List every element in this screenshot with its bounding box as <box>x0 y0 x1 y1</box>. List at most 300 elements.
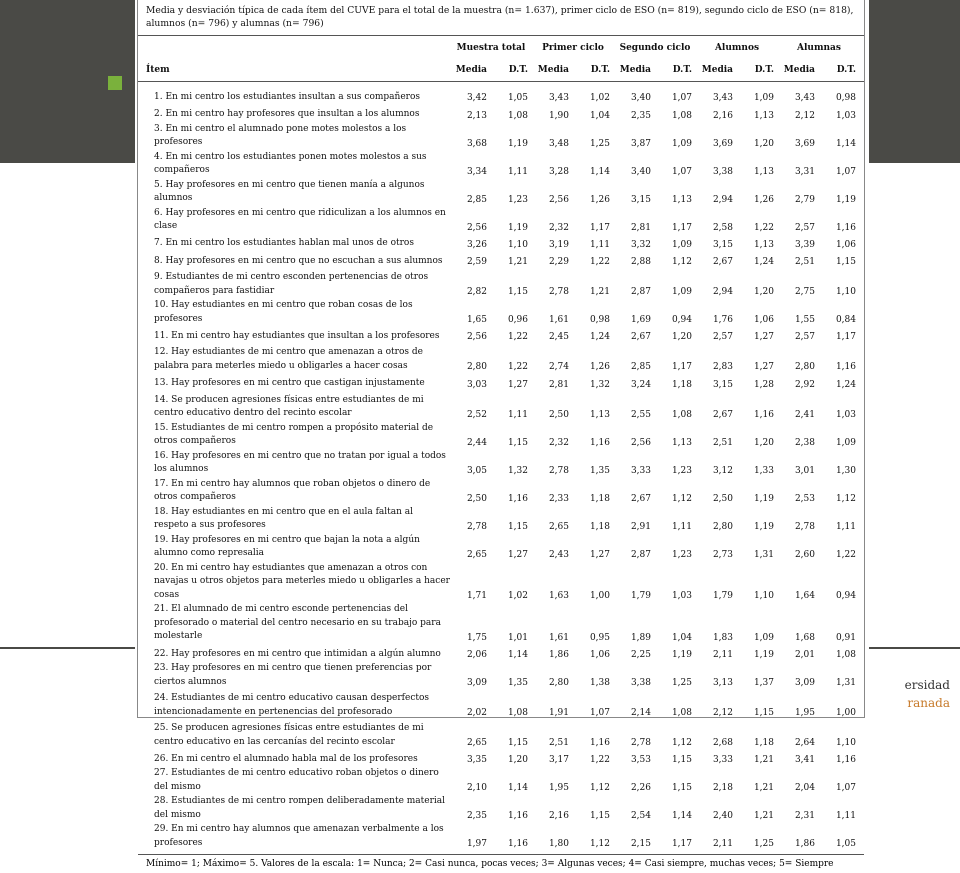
dt-value: 1,16 <box>589 738 610 749</box>
media-value: 2,32 <box>548 437 569 448</box>
dt-value: 1,19 <box>753 650 774 661</box>
dt-value: 1,15 <box>671 755 692 766</box>
item-text: 16. Hay profesores en mi centro que no tratan por igual a todos los alumnos <box>154 450 446 475</box>
dt-value: 1,19 <box>507 222 528 233</box>
dt-value: 1,20 <box>753 437 774 448</box>
dt-value: 1,20 <box>753 287 774 298</box>
media-value: 3,17 <box>548 755 569 766</box>
item-text: 25. Se producen agresiones físicas entre estudiantes de mi centro educativo en las cercanías del recinto escolar <box>154 723 424 747</box>
item-text: 29. En mi centro hay alumnos que amenazan verbalmente a los profesores <box>154 824 444 848</box>
media-value: 2,83 <box>712 362 733 373</box>
table-row <box>138 750 864 767</box>
dt-value: 1,27 <box>507 549 528 560</box>
dt-value: 1,15 <box>671 783 692 794</box>
media-value: 3,68 <box>466 138 487 149</box>
media-value: 1,79 <box>712 591 733 602</box>
media-value: 1,95 <box>794 708 815 719</box>
table-row <box>138 720 864 750</box>
media-value: 2,92 <box>794 379 815 390</box>
dt-value: 1,17 <box>671 222 692 233</box>
table-row <box>138 767 864 795</box>
dt-value: 1,06 <box>753 315 774 326</box>
media-value: 3,03 <box>466 379 487 390</box>
media-value: 2,35 <box>630 110 651 121</box>
table-document <box>135 0 869 870</box>
media-value: 2,57 <box>794 332 815 343</box>
media-value: 2,32 <box>548 222 569 233</box>
media-value: 3,33 <box>630 465 651 476</box>
dt-value: 1,11 <box>835 521 856 532</box>
table-row <box>138 690 864 720</box>
dt-value: 1,22 <box>589 755 610 766</box>
item-text: 13. Hay profesores en mi centro que castigan injustamente <box>154 378 425 389</box>
dt-value: 1,17 <box>835 332 856 343</box>
item-text: 27. Estudiantes de mi centro educativo roban objetos o dinero del mismo <box>154 768 439 792</box>
media-value: 2,82 <box>466 287 487 298</box>
media-value: 2,53 <box>794 493 815 504</box>
media-value: 2,60 <box>794 549 815 560</box>
dt-value: 1,15 <box>507 521 528 532</box>
dt-value: 1,17 <box>589 222 610 233</box>
dt-value: 1,13 <box>589 409 610 420</box>
table-row <box>138 299 864 327</box>
dt-value: 1,10 <box>835 738 856 749</box>
dt-value: 1,12 <box>671 493 692 504</box>
media-value: 2,12 <box>794 110 815 121</box>
media-value: 2,57 <box>712 332 733 343</box>
media-value: 3,87 <box>630 138 651 149</box>
media-value: 3,53 <box>630 755 651 766</box>
media-value: 2,54 <box>630 811 651 822</box>
dt-value: 1,13 <box>753 239 774 250</box>
media-value: 2,44 <box>466 437 487 448</box>
media-value: 2,78 <box>466 521 487 532</box>
dt-value: 1,13 <box>671 194 692 205</box>
dt-value: 1,12 <box>589 783 610 794</box>
media-value: 2,65 <box>466 738 487 749</box>
media-value: 3,43 <box>548 93 569 104</box>
green-bullet-square <box>108 76 122 90</box>
media-value: 1,61 <box>548 632 569 643</box>
media-value: 2,81 <box>548 379 569 390</box>
media-value: 2,94 <box>712 287 733 298</box>
media-value: 2,68 <box>712 738 733 749</box>
dt-value: 1,27 <box>753 332 774 343</box>
dt-value: 1,09 <box>753 632 774 643</box>
table-row <box>138 478 864 506</box>
media-value: 2,56 <box>466 332 487 343</box>
dt-value: 1,13 <box>753 166 774 177</box>
table-row <box>138 269 864 299</box>
table-body <box>138 82 864 851</box>
table-row <box>138 344 864 374</box>
media-value: 3,40 <box>630 166 651 177</box>
dt-value: 1,15 <box>507 287 528 298</box>
media-value: 3,09 <box>466 678 487 689</box>
item-text: 4. En mi centro los estudiantes ponen motes molestos a sus compañeros <box>154 151 427 176</box>
media-value: 3,13 <box>712 678 733 689</box>
media-value: 3,38 <box>712 166 733 177</box>
dt-value: 1,37 <box>753 678 774 689</box>
table-row <box>138 105 864 122</box>
dt-value: 1,21 <box>753 755 774 766</box>
item-text: 20. En mi centro hay estudiantes que amenazan a otros con navajas u otros objetos para meterles miedo u obligarles a hacer cosas <box>154 562 450 600</box>
table-frame <box>137 0 865 870</box>
dt-value: 1,08 <box>671 110 692 121</box>
media-value: 2,29 <box>548 257 569 268</box>
media-value: 2,51 <box>548 738 569 749</box>
dt-value: 1,06 <box>589 650 610 661</box>
table-row <box>138 123 864 151</box>
dt-value: 0,98 <box>589 315 610 326</box>
dt-value: 1,12 <box>589 839 610 850</box>
dt-value: 1,07 <box>671 93 692 104</box>
table-row <box>138 506 864 534</box>
dt-value: 1,18 <box>753 738 774 749</box>
dt-value: 1,18 <box>589 493 610 504</box>
dt-value: 1,16 <box>589 437 610 448</box>
dt-value: 1,27 <box>753 362 774 373</box>
dt-value: 1,20 <box>753 138 774 149</box>
dt-value: 1,11 <box>835 811 856 822</box>
dt-value: 1,08 <box>835 650 856 661</box>
item-text: 23. Hay profesores en mi centro que tienen preferencias por ciertos alumnos <box>154 663 432 687</box>
group-header-row <box>138 36 864 59</box>
media-value: 2,43 <box>548 549 569 560</box>
dt-value: 1,02 <box>589 93 610 104</box>
dt-value: 1,07 <box>835 166 856 177</box>
dt-value: 1,22 <box>589 257 610 268</box>
media-value: 2,67 <box>630 332 651 343</box>
dt-value: 1,31 <box>753 549 774 560</box>
media-value: 1,95 <box>548 783 569 794</box>
dt-value: 1,18 <box>589 521 610 532</box>
media-value: 3,09 <box>794 678 815 689</box>
dt-value: 0,98 <box>835 93 856 104</box>
media-value: 3,35 <box>466 755 487 766</box>
media-value: 2,52 <box>466 409 487 420</box>
media-value: 2,74 <box>548 362 569 373</box>
dt-value: 1,03 <box>671 591 692 602</box>
item-text: 10. Hay estudiantes en mi centro que roban cosas de los profesores <box>154 300 413 324</box>
sub-header-dt: D.T. <box>754 65 774 75</box>
dt-value: 1,14 <box>671 811 692 822</box>
media-value: 3,41 <box>794 755 815 766</box>
dt-value: 1,35 <box>589 465 610 476</box>
item-header: Ítem <box>146 65 170 75</box>
media-value: 3,69 <box>712 138 733 149</box>
item-text: 28. Estudiantes de mi centro rompen deliberadamente material del mismo <box>154 796 446 820</box>
media-value: 3,15 <box>712 379 733 390</box>
media-value: 1,64 <box>794 591 815 602</box>
item-text: 22. Hay profesores en mi centro que intimidan a algún alumno <box>154 648 441 659</box>
dt-value: 1,25 <box>671 678 692 689</box>
media-value: 3,48 <box>548 138 569 149</box>
dt-value: 1,10 <box>507 239 528 250</box>
sub-header-dt: D.T. <box>836 65 856 75</box>
media-value: 2,41 <box>794 409 815 420</box>
dt-value: 1,20 <box>671 332 692 343</box>
dt-value: 0,95 <box>589 632 610 643</box>
media-value: 2,11 <box>712 650 733 661</box>
media-value: 2,04 <box>794 783 815 794</box>
media-value: 2,80 <box>466 362 487 373</box>
media-value: 1,91 <box>548 708 569 719</box>
media-value: 2,11 <box>712 839 733 850</box>
media-value: 3,26 <box>466 239 487 250</box>
dt-value: 1,09 <box>753 93 774 104</box>
dt-value: 1,27 <box>507 379 528 390</box>
dt-value: 1,11 <box>507 409 528 420</box>
table-row <box>138 645 864 662</box>
dt-value: 1,16 <box>835 755 856 766</box>
university-logo-text <box>905 676 950 712</box>
dt-value: 1,08 <box>507 110 528 121</box>
dt-value: 1,23 <box>671 549 692 560</box>
media-value: 3,01 <box>794 465 815 476</box>
dt-value: 1,17 <box>671 362 692 373</box>
dt-value: 1,14 <box>835 138 856 149</box>
media-value: 2,40 <box>712 811 733 822</box>
dt-value: 1,02 <box>507 591 528 602</box>
sub-header-media: Media <box>619 65 651 75</box>
dt-value: 1,15 <box>835 257 856 268</box>
dt-value: 1,18 <box>671 379 692 390</box>
dt-value: 1,09 <box>671 138 692 149</box>
dt-value: 0,84 <box>835 315 856 326</box>
dt-value: 1,15 <box>507 738 528 749</box>
group-headers <box>450 43 860 53</box>
dt-value: 1,13 <box>753 110 774 121</box>
table-row <box>138 252 864 269</box>
table-row <box>138 207 864 235</box>
table-row <box>138 88 864 105</box>
dt-value: 1,38 <box>589 678 610 689</box>
dt-value: 1,24 <box>835 379 856 390</box>
dt-value: 1,25 <box>589 138 610 149</box>
item-text: 14. Se producen agresiones físicas entre estudiantes de mi centro educativo dentro del recinto escolar <box>154 394 424 419</box>
dt-value: 1,08 <box>671 708 692 719</box>
media-value: 2,16 <box>712 110 733 121</box>
dt-value: 1,21 <box>753 811 774 822</box>
item-text: 3. En mi centro el alumnado pone motes molestos a los profesores <box>154 123 407 148</box>
media-value: 3,12 <box>712 465 733 476</box>
media-value: 2,94 <box>712 194 733 205</box>
media-value: 2,01 <box>794 650 815 661</box>
dt-value: 1,10 <box>753 591 774 602</box>
dt-value: 1,19 <box>507 138 528 149</box>
media-value: 1,97 <box>466 839 487 850</box>
media-value: 3,28 <box>548 166 569 177</box>
dt-value: 1,04 <box>589 110 610 121</box>
media-value: 2,50 <box>548 409 569 420</box>
dt-value: 1,15 <box>507 437 528 448</box>
media-value: 2,31 <box>794 811 815 822</box>
media-value: 3,33 <box>712 755 733 766</box>
table-footnote: Mínimo= 1; Máximo= 5. Valores de la escala: 1= Nunca; 2= Casi nunca, pocas veces; 3= Algunas veces; 4= Casi siempre, muchas veces; 5= Siempre <box>146 859 834 870</box>
university-line-1: ersidad <box>904 678 950 692</box>
dt-value: 1,26 <box>753 194 774 205</box>
item-text: 26. En mi centro el alumnado habla mal de los profesores <box>154 753 418 764</box>
media-value: 3,32 <box>630 239 651 250</box>
item-text: 18. Hay estudiantes en mi centro que en el aula faltan al respeto a sus profesores <box>154 506 414 531</box>
media-value: 2,78 <box>794 521 815 532</box>
table-row <box>138 422 864 450</box>
sub-header-dt: D.T. <box>590 65 610 75</box>
dt-value: 1,35 <box>507 678 528 689</box>
dt-value: 1,30 <box>835 465 856 476</box>
media-value: 3,15 <box>630 194 651 205</box>
table-row <box>138 795 864 823</box>
table-row <box>138 392 864 422</box>
media-value: 2,58 <box>712 222 733 233</box>
dt-value: 1,26 <box>589 194 610 205</box>
media-value: 2,91 <box>630 521 651 532</box>
dt-value: 1,04 <box>671 632 692 643</box>
dt-value: 1,16 <box>507 811 528 822</box>
dt-value: 1,14 <box>507 650 528 661</box>
dt-value: 1,12 <box>671 738 692 749</box>
table-row <box>138 662 864 690</box>
media-value: 3,34 <box>466 166 487 177</box>
media-value: 2,88 <box>630 257 651 268</box>
dt-value: 1,24 <box>589 332 610 343</box>
media-value: 2,81 <box>630 222 651 233</box>
media-value: 2,15 <box>630 839 651 850</box>
item-text: 11. En mi centro hay estudiantes que insultan a los profesores <box>154 330 440 341</box>
item-text: 6. Hay profesores en mi centro que ridiculizan a los alumnos en clase <box>154 207 446 232</box>
dt-value: 1,32 <box>589 379 610 390</box>
dt-value: 1,31 <box>835 678 856 689</box>
group-header-segundo-ciclo: Segundo ciclo <box>619 42 691 53</box>
dt-value: 1,07 <box>835 783 856 794</box>
dt-value: 1,19 <box>835 194 856 205</box>
media-value: 1,79 <box>630 591 651 602</box>
media-value: 2,51 <box>712 437 733 448</box>
media-value: 3,05 <box>466 465 487 476</box>
dt-value: 1,00 <box>835 708 856 719</box>
item-text: 8. Hay profesores en mi centro que no escuchan a sus alumnos <box>154 255 443 266</box>
media-value: 2,85 <box>466 194 487 205</box>
media-value: 2,26 <box>630 783 651 794</box>
media-value: 3,38 <box>630 678 651 689</box>
dt-value: 1,16 <box>507 493 528 504</box>
media-value: 2,78 <box>548 465 569 476</box>
media-value: 3,19 <box>548 239 569 250</box>
item-text: 2. En mi centro hay profesores que insultan a los alumnos <box>154 109 420 120</box>
media-value: 2,02 <box>466 708 487 719</box>
dt-value: 1,17 <box>671 839 692 850</box>
item-text: 9. Estudiantes de mi centro esconden pertenencias de otros compañeros para fastidiar <box>154 272 429 296</box>
sub-header-media: Media <box>701 65 733 75</box>
media-value: 2,59 <box>466 257 487 268</box>
table-row <box>138 374 864 391</box>
sub-header-media: Media <box>537 65 569 75</box>
media-value: 1,89 <box>630 632 651 643</box>
dt-value: 1,24 <box>753 257 774 268</box>
media-value: 2,35 <box>466 811 487 822</box>
dt-value: 1,07 <box>671 166 692 177</box>
media-value: 1,71 <box>466 591 487 602</box>
media-value: 1,86 <box>548 650 569 661</box>
dt-value: 1,03 <box>835 110 856 121</box>
table-caption: Media y desviación típica de cada ítem del CUVE para el total de la muestra (n= 1.637), primer ciclo de ESO (n= 819), segundo ciclo de ESO (n= 818), alumnos (n= 796) y alumnas (n= 796) <box>146 5 854 29</box>
dt-value: 1,08 <box>671 409 692 420</box>
dt-value: 1,05 <box>835 839 856 850</box>
dt-value: 1,20 <box>507 755 528 766</box>
dt-value: 1,16 <box>835 222 856 233</box>
dt-value: 0,96 <box>507 315 528 326</box>
dt-value: 1,19 <box>753 493 774 504</box>
dt-value: 0,91 <box>835 632 856 643</box>
media-value: 2,45 <box>548 332 569 343</box>
media-value: 2,06 <box>466 650 487 661</box>
dt-value: 1,21 <box>507 257 528 268</box>
media-value: 2,56 <box>548 194 569 205</box>
dt-value: 1,16 <box>753 409 774 420</box>
table-row <box>138 562 864 604</box>
media-value: 3,39 <box>794 239 815 250</box>
item-text: 12. Hay estudiantes de mi centro que amenazan a otros de palabra para meterles miedo u obligarles a hacer cosas <box>154 347 423 371</box>
dt-value: 1,09 <box>671 287 692 298</box>
dt-value: 1,19 <box>753 521 774 532</box>
dt-value: 1,09 <box>671 239 692 250</box>
media-value: 1,86 <box>794 839 815 850</box>
item-text: 21. El alumnado de mi centro esconde pertenencias del profesorado o material del centro necesario en su trabajo para molestarle <box>154 604 441 642</box>
group-header-primer-ciclo: Primer ciclo <box>542 42 604 53</box>
dt-value: 1,22 <box>507 332 528 343</box>
media-value: 2,87 <box>630 549 651 560</box>
media-value: 2,56 <box>466 222 487 233</box>
dt-value: 1,21 <box>589 287 610 298</box>
table-row <box>138 179 864 207</box>
dt-value: 1,16 <box>507 839 528 850</box>
media-value: 1,83 <box>712 632 733 643</box>
media-value: 2,73 <box>712 549 733 560</box>
dt-value: 1,08 <box>507 708 528 719</box>
media-value: 3,31 <box>794 166 815 177</box>
media-value: 1,80 <box>548 839 569 850</box>
media-value: 3,15 <box>712 239 733 250</box>
dt-value: 1,11 <box>671 521 692 532</box>
media-value: 2,56 <box>630 437 651 448</box>
item-text: 15. Estudiantes de mi centro rompen a propósito material de otros compañeros <box>154 422 434 447</box>
media-value: 3,43 <box>712 93 733 104</box>
media-value: 2,18 <box>712 783 733 794</box>
media-value: 2,67 <box>712 257 733 268</box>
dt-value: 1,12 <box>671 257 692 268</box>
dt-value: 1,16 <box>835 362 856 373</box>
media-value: 2,79 <box>794 194 815 205</box>
dt-value: 0,94 <box>835 591 856 602</box>
table-row <box>138 151 864 179</box>
sub-header-dt: D.T. <box>508 65 528 75</box>
dt-value: 1,22 <box>753 222 774 233</box>
table-row <box>138 450 864 478</box>
media-value: 2,85 <box>630 362 651 373</box>
dt-value: 1,12 <box>835 493 856 504</box>
media-value: 2,65 <box>466 549 487 560</box>
media-value: 2,55 <box>630 409 651 420</box>
dt-value: 1,22 <box>507 362 528 373</box>
dt-value: 1,15 <box>589 811 610 822</box>
media-value: 2,75 <box>794 287 815 298</box>
dt-value: 1,19 <box>671 650 692 661</box>
dt-value: 1,15 <box>753 708 774 719</box>
group-header-alumnas: Alumnas <box>797 42 841 53</box>
dt-value: 1,21 <box>753 783 774 794</box>
media-value: 2,65 <box>548 521 569 532</box>
